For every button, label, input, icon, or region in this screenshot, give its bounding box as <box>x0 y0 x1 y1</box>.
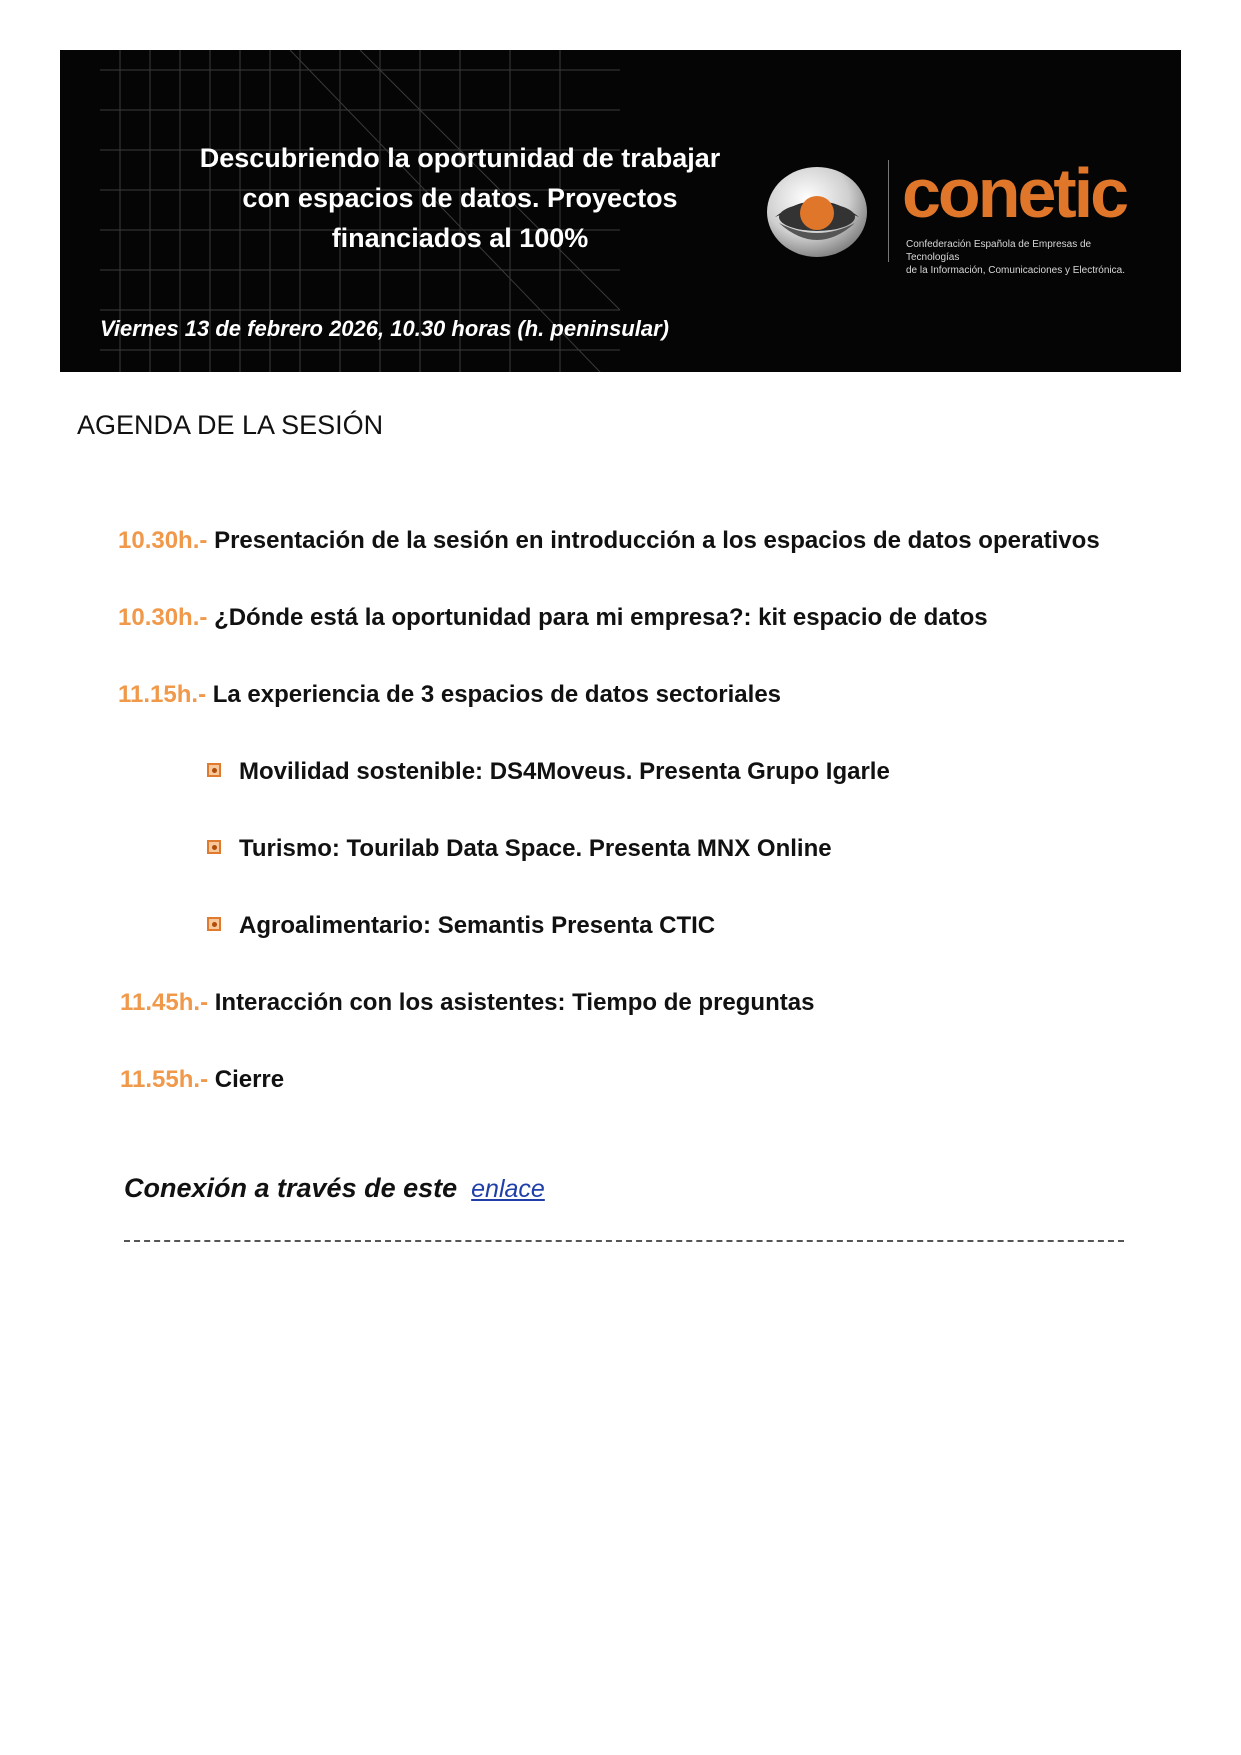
agenda-item <box>120 989 814 1017</box>
banner-title-line: con espacios de datos. Proyectos <box>242 183 678 213</box>
logo-tagline-line: de la Información, Comunicaciones y Electrónica. <box>906 265 1125 276</box>
agenda-text: Interacción con los asistentes: Tiempo de preguntas <box>214 989 815 1016</box>
connection-line <box>124 1173 545 1204</box>
event-date: Viernes 13 de febrero 2026, 10.30 horas (h. peninsular) <box>100 316 669 341</box>
conetic-logo: conetic <box>902 154 1127 232</box>
agenda-subitem <box>207 758 890 786</box>
orange-bullet-icon <box>207 917 221 931</box>
banner-title-line: Descubriendo la oportunidad de trabajar <box>199 143 721 173</box>
orange-bullet-icon <box>207 763 221 777</box>
agenda-time: 11.55h.- <box>120 1066 209 1093</box>
event-banner <box>60 50 1181 372</box>
agenda-time: 10.30h.- <box>118 527 208 554</box>
agenda-time: 11.45h.- <box>120 989 209 1016</box>
agenda-subitem <box>207 835 832 863</box>
connection-link[interactable]: enlace <box>471 1175 545 1203</box>
agenda-item <box>118 604 988 632</box>
agenda-item <box>118 681 781 709</box>
logo-tagline-line: Confederación Española de Empresas de Tecnologías <box>906 239 1092 263</box>
agenda-time: 10.30h.- <box>118 604 208 631</box>
agenda-item <box>118 527 1100 555</box>
logo-tagline <box>906 238 1146 277</box>
banner-title <box>155 138 765 258</box>
agenda-subitem-text: Agroalimentario: Semantis Presenta CTIC <box>239 912 716 939</box>
banner-title-line: financiados al 100% <box>331 223 589 253</box>
agenda-text: La experiencia de 3 espacios de datos sectoriales <box>212 681 782 708</box>
agenda-subitem-text: Movilidad sostenible: DS4Moveus. Presenta Grupo Igarle <box>239 758 890 785</box>
agenda-text: Presentación de la sesión en introducción a los espacios de datos operativos <box>214 527 1100 554</box>
agenda-subitem <box>207 912 715 940</box>
conetic-emblem-icon <box>765 165 869 259</box>
orange-bullet-icon <box>207 840 221 854</box>
agenda-time: 11.15h.- <box>118 681 207 708</box>
logo-divider <box>888 160 889 262</box>
connection-text: Conexión a través de este <box>124 1173 458 1203</box>
dashed-separator <box>124 1240 1124 1242</box>
agenda-heading: AGENDA DE LA SESIÓN <box>77 410 384 440</box>
agenda-text: ¿Dónde está la oportunidad para mi empresa?: kit espacio de datos <box>214 604 988 631</box>
agenda-text: Cierre <box>214 1066 285 1093</box>
agenda-subitem-text: Turismo: Tourilab Data Space. Presenta MNX Online <box>239 835 832 862</box>
agenda-item <box>120 1066 284 1094</box>
